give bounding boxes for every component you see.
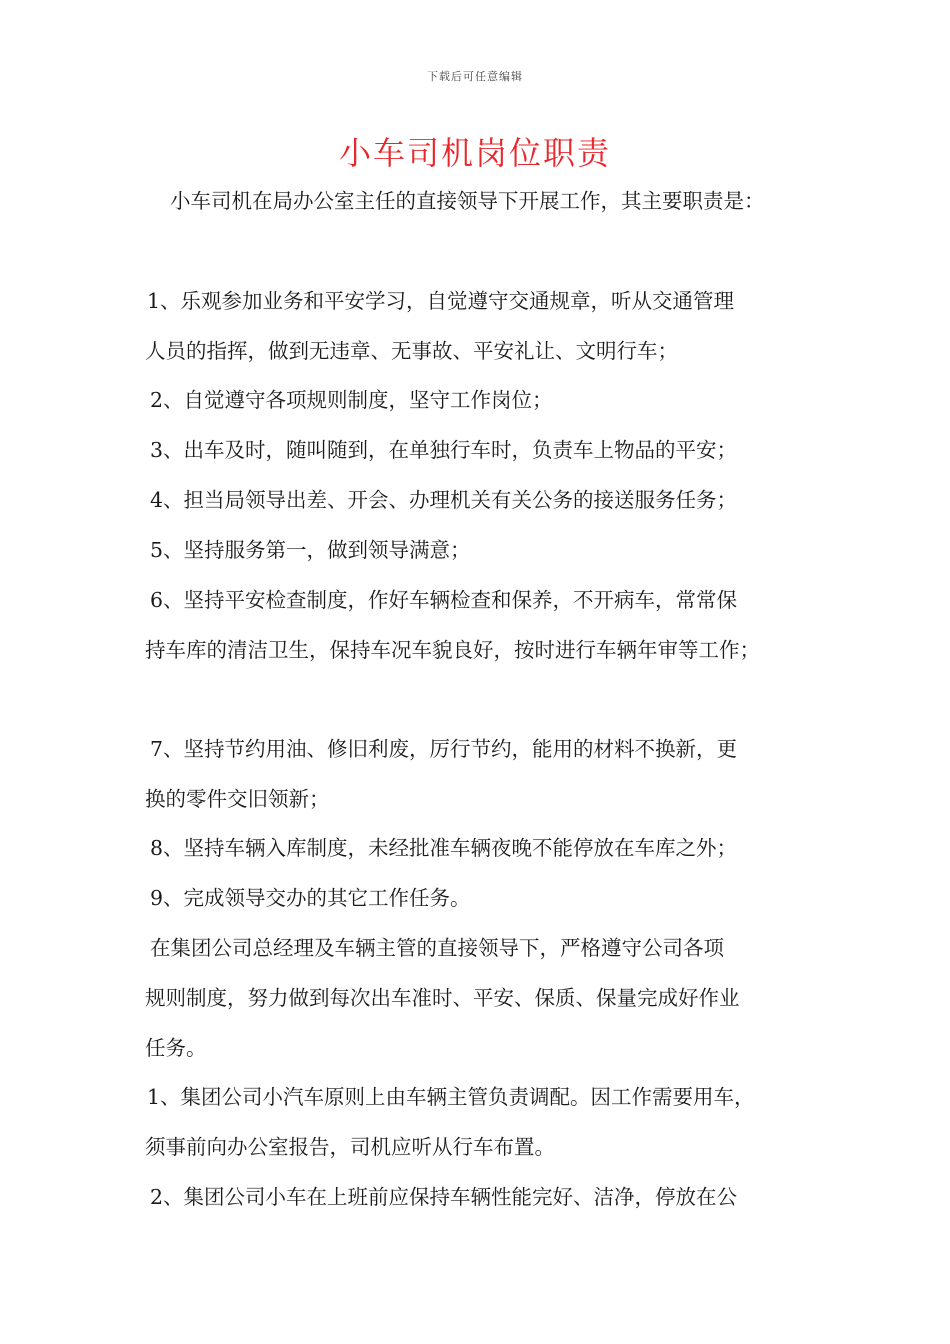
duty-6-line-1: 6、坚持平安检查制度，作好车辆检查和保养，不开病车，常常保 bbox=[150, 588, 738, 612]
duty-2: 2、自觉遵守各项规则制度，坚守工作岗位； bbox=[150, 388, 553, 412]
duty-5: 5、坚持服务第一，做到领导满意； bbox=[150, 538, 471, 562]
duty-7-line-1: 7、坚持节约用油、修旧利废，厉行节约，能用的材料不换新，更 bbox=[150, 737, 738, 761]
duty-9: 9、完成领导交办的其它工作任务。 bbox=[150, 886, 471, 910]
duty-8: 8、坚持车辆入库制度，未经批准车辆夜晚不能停放在车库之外； bbox=[150, 836, 738, 860]
intro-paragraph: 小车司机在局办公室主任的直接领导下开展工作，其主要职责是： bbox=[170, 189, 765, 213]
section2-intro-line-2: 规则制度，努力做到每次出车准时、平安、保质、保量完成好作业 bbox=[145, 986, 740, 1010]
section2-intro-line-3: 任务。 bbox=[145, 1036, 207, 1060]
duty-4: 4、担当局领导出差、开会、办理机关有关公务的接送服务任务； bbox=[150, 488, 738, 512]
duty-1-line-2: 人员的指挥，做到无违章、无事故、平安礼让、文明行车； bbox=[145, 339, 678, 363]
document-title: 小车司机岗位职责 bbox=[338, 134, 611, 172]
header-note: 下载后可任意编辑 bbox=[427, 70, 523, 83]
duty-6-line-2: 持车库的清洁卫生，保持车况车貌良好，按时进行车辆年审等工作； bbox=[145, 638, 760, 662]
duty-3: 3、出车及时，随叫随到，在单独行车时，负责车上物品的平安； bbox=[150, 438, 738, 462]
section2-intro-line-1: 在集团公司总经理及车辆主管的直接领导下，严格遵守公司各项 bbox=[150, 936, 724, 960]
rule-2-line-1: 2、集团公司小车在上班前应保持车辆性能完好、洁净，停放在公 bbox=[150, 1185, 738, 1209]
duty-1-line-1: 1、乐观参加业务和平安学习，自觉遵守交通规章，听从交通管理 bbox=[147, 289, 735, 313]
rule-1-line-1: 1、集团公司小汽车原则上由车辆主管负责调配。因工作需要用车， bbox=[147, 1085, 755, 1109]
duty-7-line-2: 换的零件交旧领新； bbox=[145, 787, 330, 811]
rule-1-line-2: 须事前向办公室报告，司机应听从行车布置。 bbox=[145, 1135, 555, 1159]
